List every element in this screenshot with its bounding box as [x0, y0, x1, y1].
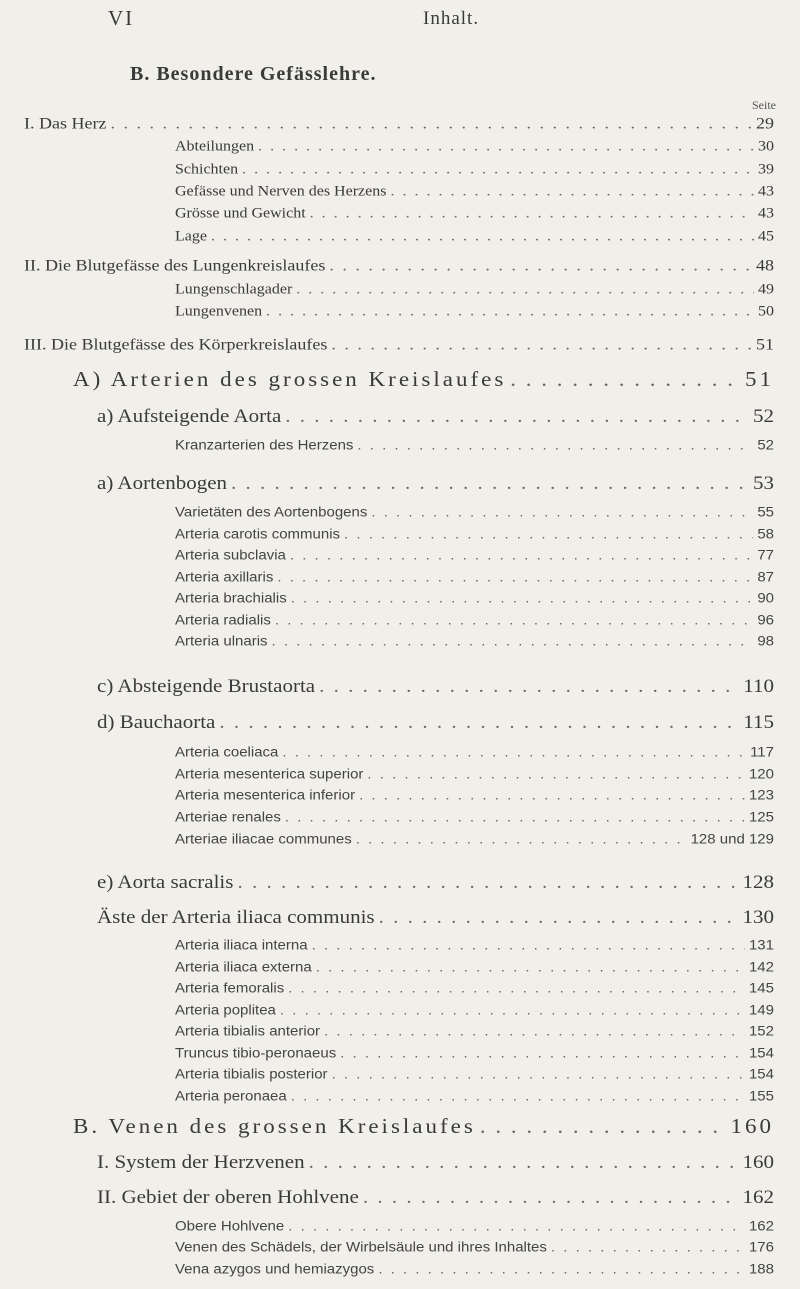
toc-entry: Arteriae renales . . . 125	[175, 810, 774, 825]
toc-entry: Arteria mesenterica inferior . . . 123	[175, 788, 774, 803]
toc-entry: Arteria tibialis posterior . . . 154	[175, 1067, 774, 1082]
toc-entry: Arteria carotis communis . . . 58	[175, 527, 774, 542]
toc-entry: Lage . . . 45	[175, 229, 774, 245]
seite-label: Seite	[752, 98, 776, 112]
toc-entry: Abteilungen . . . 30	[175, 139, 774, 155]
toc-entry: Arteria brachialis . . . 90	[175, 591, 774, 606]
section-title: B. Besondere Gefässlehre.	[130, 63, 377, 85]
toc-entry: Grösse und Gewicht . . . 43	[175, 206, 774, 222]
toc-entry: Kranzarterien des Herzens . . . 52	[175, 438, 774, 453]
toc-entry: Arteria mesenterica superior . . . 120	[175, 767, 774, 782]
toc-entry: Obere Hohlvene . . . 162	[175, 1219, 774, 1234]
running-title: Inhalt.	[423, 8, 480, 29]
toc-entry: Truncus tibio-peronaeus . . . 154	[175, 1046, 774, 1061]
toc-entry: d) Bauchaorta . . . 115	[97, 711, 774, 733]
toc-entry: Arteriae iliacae communes . . . 128 und 129	[175, 832, 774, 847]
toc-entry: e) Aorta sacralis . . . 128	[97, 871, 774, 893]
toc-entry: c) Absteigende Brustaorta . . . 110	[97, 675, 774, 697]
toc-entry: a) Aortenbogen . . . 53	[97, 472, 774, 494]
toc-entry: Arteria radialis . . . 96	[175, 613, 774, 628]
toc-entry: Äste der Arteria iliaca communis . . . 130	[97, 906, 774, 928]
toc-entry: A) Arterien des grossen Kreislaufes . . . 51	[73, 368, 774, 391]
toc-entry: Arteria tibialis anterior . . . 152	[175, 1024, 774, 1039]
toc-entry: a) Aufsteigende Aorta . . . 52	[97, 405, 774, 427]
toc-entry: Venen des Schädels, der Wirbelsäule und ihres Inhaltes . . . 176	[175, 1240, 774, 1255]
toc-entry: Vena azygos und hemiazygos . . . 188	[175, 1262, 774, 1277]
toc-entry: Arteria axillaris . . . 87	[175, 570, 774, 585]
page-number: VI	[108, 6, 135, 30]
toc-entry: Varietäten des Aortenbogens . . . 55	[175, 505, 774, 520]
toc-entry: Arteria ulnaris . . . 98	[175, 634, 774, 649]
page-header	[0, 4, 800, 34]
toc-entry: B. Venen des grossen Kreislaufes . . . 160	[73, 1115, 774, 1138]
toc-entry: Lungenvenen . . . 50	[175, 304, 774, 320]
toc-entry: I. System der Herzvenen . . . 160	[97, 1151, 774, 1173]
toc-entry: Arteria femoralis . . . 145	[175, 981, 774, 996]
toc-entry: II. Die Blutgefässe des Lungenkreislaufes . . . 48	[24, 256, 774, 275]
toc-entry: Arteria subclavia . . . 77	[175, 548, 774, 563]
toc-entry: III. Die Blutgefässe des Körperkreislaufes . . . 51	[24, 335, 774, 354]
toc-entry: Schichten . . . 39	[175, 162, 774, 178]
toc-entry: Lungenschlagader . . . 49	[175, 282, 774, 298]
toc-entry: Arteria iliaca interna . . . 131	[175, 938, 774, 953]
toc-entry: Gefässe und Nerven des Herzens . . . 43	[175, 184, 774, 200]
toc-entry: II. Gebiet der oberen Hohlvene . . . 162	[97, 1186, 774, 1208]
toc-entry: Arteria poplitea . . . 149	[175, 1003, 774, 1018]
toc-entry: Arteria peronaea . . . 155	[175, 1089, 774, 1104]
toc-entry: Arteria coeliaca . . . 117	[175, 745, 774, 760]
toc-entry: I. Das Herz . . . 29	[24, 114, 774, 133]
toc-entry: Arteria iliaca externa . . . 142	[175, 960, 774, 975]
